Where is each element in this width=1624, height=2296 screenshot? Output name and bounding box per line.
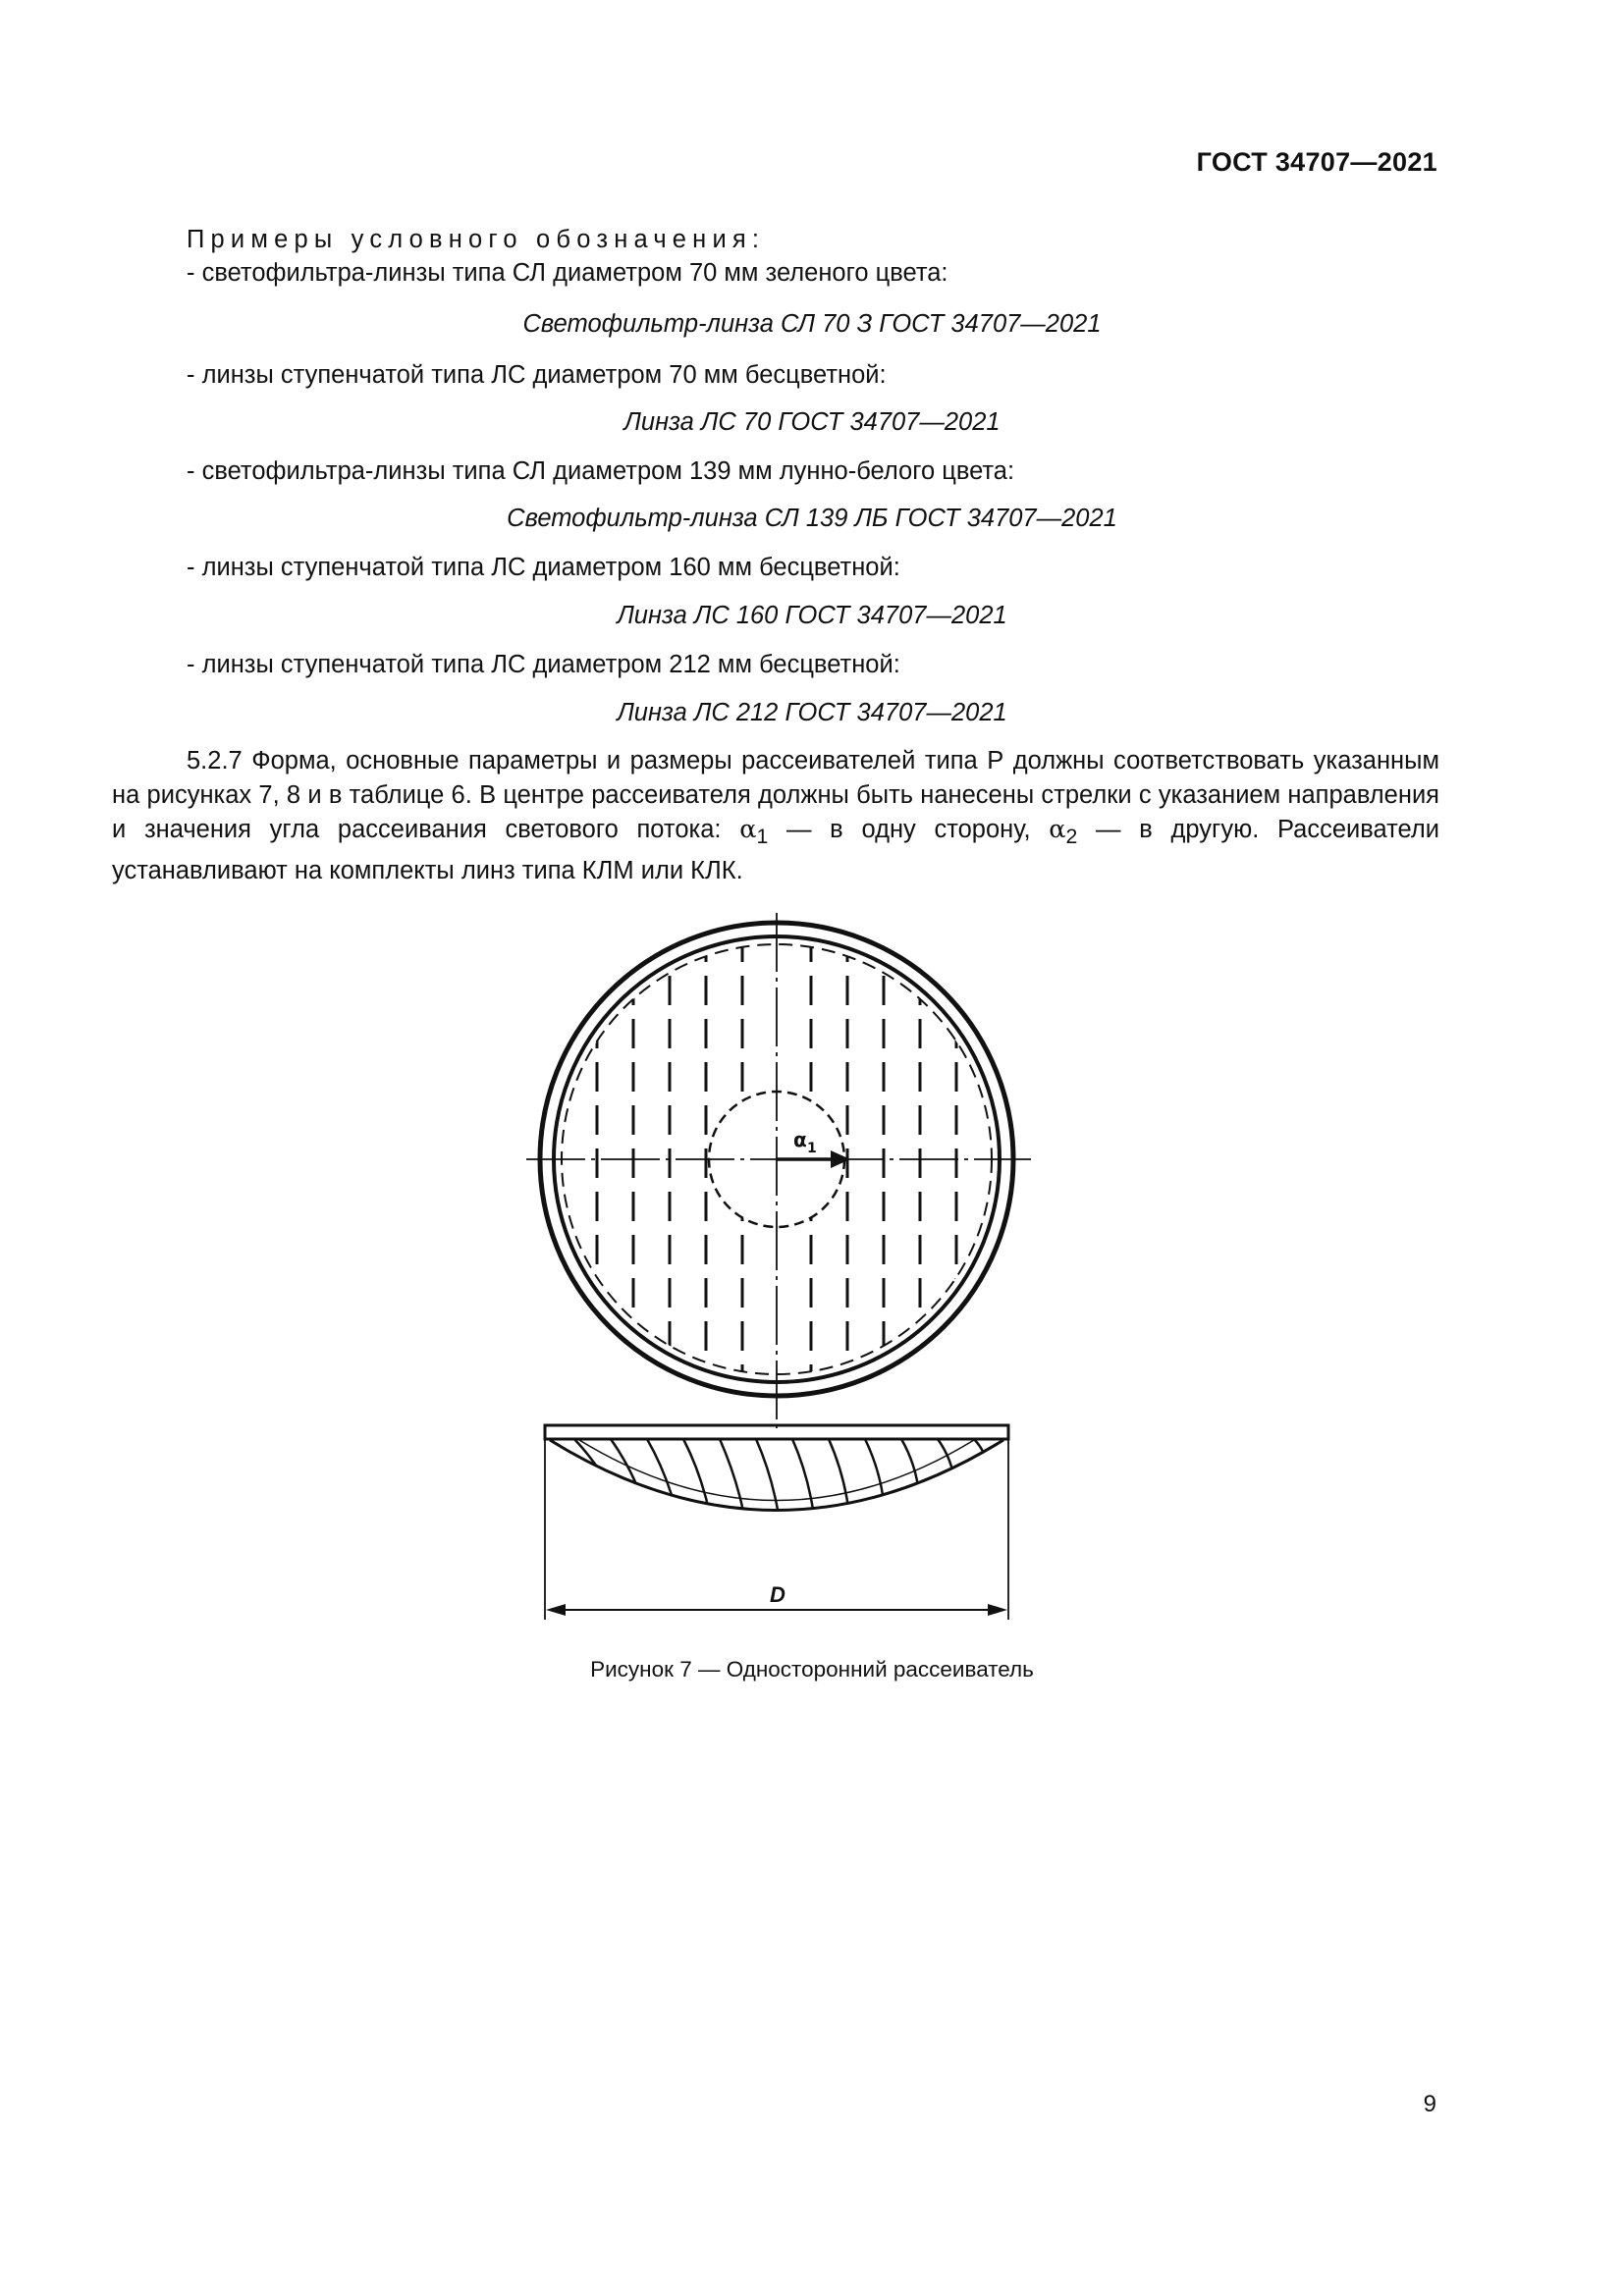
- diffuser-section-view: [545, 1425, 1008, 1620]
- example-item-2-text: - линзы ступенчатой типа ЛС диаметром 70 мм бесцветной:: [187, 361, 887, 389]
- clause-alpha1-subscript: 1: [756, 825, 769, 849]
- clause-text-part2: — в одну сторону,: [768, 816, 1050, 843]
- arrow-label-subscript: 1: [807, 1141, 817, 1156]
- arrow-label-alpha: α: [793, 1128, 807, 1151]
- example-item-4-text: - линзы ступенчатой типа ЛС диаметром 160 мм бесцветной:: [187, 554, 900, 581]
- example-item-3-text: - светофильтра-линзы типа СЛ диаметром 139 мм лунно-белого цвета:: [187, 457, 1015, 485]
- dimension-arrow-right: [988, 1604, 1007, 1616]
- diffuser-plan-view: [526, 913, 1031, 1428]
- example-item-4-designation: Линза ЛС 160 ГОСТ 34707—2021: [617, 602, 1007, 629]
- figure-caption: Рисунок 7 — Односторонний рассеиватель: [590, 1657, 1034, 1682]
- example-item-1-designation: Светофильтр-линза СЛ 70 З ГОСТ 34707—2021: [522, 310, 1102, 338]
- example-item-5-designation: Линза ЛС 212 ГОСТ 34707—2021: [617, 699, 1007, 726]
- clause-text-part1: 5.2.7 Форма, основные параметры и размеры рассеивателей типа Р должны соответствовать указанным на рисунках 7, 8 и в таблице 6. В центре рассеивателя должны быть нанесены стрелки с указанием направления и значения угла рассеивания светового потока:: [112, 747, 1439, 843]
- dimension-label-d: D: [770, 1582, 785, 1607]
- example-item-1-text: - светофильтра-линзы типа СЛ диаметром 70 мм зеленого цвета:: [187, 259, 948, 287]
- clause-alpha1: α: [739, 815, 757, 844]
- clause-alpha2-subscript: 2: [1065, 825, 1078, 849]
- clause-text-part3: — в другую. Рассеиватели устанавливают на комплекты линз типа КЛМ или КЛК.: [112, 816, 1439, 885]
- dimension-arrow-left: [546, 1604, 566, 1616]
- example-item-5-text: - линзы ступенчатой типа ЛС диаметром 212 мм бесцветной:: [187, 651, 900, 678]
- examples-heading: Примеры условного обозначения:: [187, 226, 766, 253]
- example-item-3-designation: Светофильтр-линза СЛ 139 ЛБ ГОСТ 34707—2021: [507, 505, 1117, 532]
- page-number: 9: [1423, 2091, 1436, 2117]
- example-item-2-designation: Линза ЛС 70 ГОСТ 34707—2021: [623, 408, 1001, 436]
- clause-alpha2: α: [1049, 815, 1066, 844]
- document-standard-header: ГОСТ 34707—2021: [1196, 147, 1437, 177]
